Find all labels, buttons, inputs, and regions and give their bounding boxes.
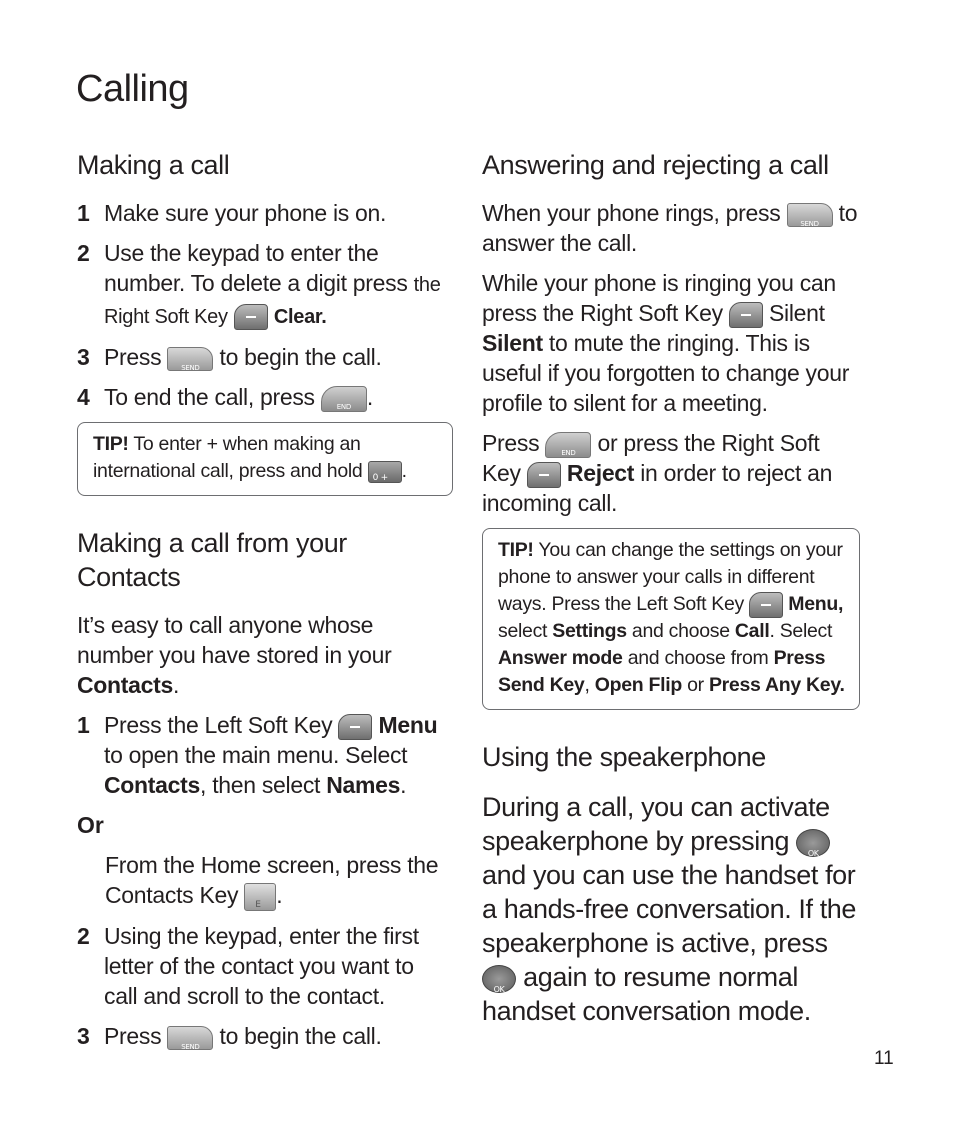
- step-pre: Press: [104, 1022, 162, 1049]
- ok-key-icon: [482, 965, 516, 993]
- page-title: Calling: [76, 68, 189, 110]
- right-soft-key-icon: [234, 304, 268, 330]
- end-key-label: END: [561, 448, 576, 457]
- end-key-icon: [321, 386, 367, 412]
- step-pre: Press the Left Soft Key: [104, 712, 333, 738]
- alt-pre: From the Home screen, press the Contacts Key: [105, 852, 439, 908]
- tip-bold: Menu,: [788, 593, 844, 615]
- intro-post: .: [173, 672, 180, 698]
- tip-bold: Press Send Key: [498, 647, 826, 696]
- tip-box: [482, 528, 860, 710]
- step-item: [77, 921, 453, 1011]
- step-post: .: [366, 384, 373, 410]
- ok-key-label: OK: [493, 984, 505, 994]
- page-number: 11: [874, 1048, 894, 1069]
- ok-key-label: OK: [807, 848, 819, 858]
- step-post: .: [400, 772, 407, 798]
- tip-post: .: [401, 460, 407, 482]
- tip-text: . Select: [769, 620, 833, 642]
- tip-bold: Open Flip: [594, 674, 682, 696]
- reject-label: Reject: [566, 460, 635, 486]
- step-item: [77, 382, 453, 412]
- step-mid2: , then select: [200, 772, 321, 798]
- speaker-t1: During a call, you can activate speakerphone by pressing: [482, 792, 830, 856]
- p2-post: to mute the ringing. This is useful if you forgotten to change your profile to silent for a meeting.: [482, 330, 850, 416]
- p3-pre: Press: [482, 430, 540, 456]
- silent-label: Silent: [482, 330, 543, 356]
- contacts-key-icon: [244, 883, 276, 911]
- p2-silent: Silent: [769, 300, 825, 326]
- ok-key-icon: [796, 829, 830, 857]
- step-item: [77, 710, 453, 800]
- tip-text: To enter + when making an international call, press and hold: [93, 433, 363, 482]
- making-call-heading: Making a call: [77, 150, 230, 180]
- speaker-t3: again to resume normal handset conversation mode.: [482, 962, 811, 1026]
- tip-text: ,: [584, 674, 590, 696]
- send-key-icon: [167, 347, 213, 371]
- alt-instruction: [105, 850, 453, 911]
- right-soft-key-icon: [729, 302, 763, 328]
- step-item: [77, 238, 453, 332]
- right-column: [482, 148, 860, 1038]
- step-text-b: the Right Soft Key: [104, 274, 441, 328]
- step-mid: to open the main menu. Select: [104, 742, 408, 768]
- step-number: 3: [77, 344, 90, 370]
- tip-label: TIP!: [93, 433, 129, 455]
- left-column: [77, 148, 453, 1061]
- answering-p2: [482, 268, 860, 418]
- zero-key-label: 0 +: [372, 472, 388, 483]
- speaker-heading: Using the speakerphone: [482, 742, 766, 772]
- step-text: [104, 238, 453, 332]
- speaker-t2: and you can use the handset for a hands-free conversation. If the speakerphone is active, press: [482, 860, 857, 958]
- tip-bold: Call: [734, 620, 770, 642]
- p2-pre: While your phone is ringing you can press the Right Soft Key: [482, 270, 836, 326]
- step-text-a: Use the keypad to enter the number. To delete a digit press: [104, 240, 408, 296]
- end-key-icon: [545, 432, 591, 458]
- answering-heading: Answering and rejecting a call: [482, 150, 829, 180]
- step-text: Using the keypad, enter the first letter of the contact you want to call and scroll to the contact.: [104, 922, 419, 1009]
- tip-bold: Answer mode: [498, 647, 623, 669]
- step-number: 4: [77, 384, 90, 410]
- p3-mid: or press the Right Soft Key: [482, 430, 820, 486]
- speaker-text: [482, 790, 860, 1028]
- zero-key-icon: [368, 461, 402, 483]
- tip-bold: Settings: [552, 620, 627, 642]
- intro-bold: Contacts: [77, 672, 174, 698]
- step-pre: Press: [104, 344, 162, 370]
- step-pre: To end the call, press: [104, 384, 315, 410]
- step-item: [77, 198, 453, 228]
- or-label: Or: [77, 812, 104, 838]
- step-text: Make sure your phone is on.: [104, 200, 387, 226]
- left-soft-key-icon: [338, 714, 372, 740]
- p1-pre: When your phone rings, press: [482, 200, 781, 226]
- contacts-intro: [77, 610, 453, 700]
- intro-pre: It’s easy to call anyone whose number you have stored in your: [77, 612, 392, 668]
- send-key-label: SEND: [181, 363, 200, 372]
- answering-p1: [482, 198, 860, 258]
- step-text: [104, 382, 453, 412]
- end-key-label: END: [336, 402, 351, 411]
- send-key-label: SEND: [800, 219, 819, 228]
- left-soft-key-icon: [749, 592, 783, 618]
- tip-text: and choose from: [627, 647, 769, 669]
- send-key-icon: [167, 1026, 213, 1050]
- tip-label: TIP!: [498, 539, 534, 561]
- clear-label: Clear.: [273, 306, 327, 328]
- step-number: 1: [77, 200, 90, 226]
- answering-p3: [482, 428, 860, 518]
- step-item: [77, 1021, 453, 1051]
- p1-post: to answer the call.: [482, 200, 858, 256]
- step-number: 2: [77, 922, 90, 949]
- step-post: to begin the call.: [219, 344, 382, 370]
- alt-post: .: [276, 882, 283, 908]
- step-text: [104, 1021, 453, 1051]
- step-number: 2: [77, 240, 90, 266]
- menu-label: Menu: [378, 712, 438, 738]
- contacts-key-label: E: [255, 899, 261, 910]
- tip-text: select: [498, 620, 548, 642]
- tip-text: and choose: [631, 620, 730, 642]
- contacts-heading: Making a call from your Contacts: [77, 528, 347, 592]
- step-text: [104, 710, 453, 800]
- contacts-label: Contacts: [104, 772, 201, 798]
- p3-post: in order to reject an incoming call.: [482, 460, 833, 516]
- step-number: 1: [77, 712, 90, 738]
- right-soft-key-icon: [527, 462, 561, 488]
- names-label: Names: [326, 772, 401, 798]
- step-item: [77, 342, 453, 372]
- tip-bold: Press Any Key.: [708, 674, 845, 696]
- send-key-label: SEND: [181, 1042, 200, 1051]
- step-number: 3: [77, 1022, 90, 1049]
- speaker-section: [482, 740, 860, 1028]
- step-text: [104, 342, 453, 372]
- tip-text: or: [687, 674, 704, 696]
- tip-text: You can change the settings on your phone to answer your calls in different ways. Press the Left Soft Key: [498, 539, 843, 615]
- step-post: to begin the call.: [219, 1022, 382, 1049]
- send-key-icon: [787, 203, 833, 227]
- tip-box: [77, 422, 453, 496]
